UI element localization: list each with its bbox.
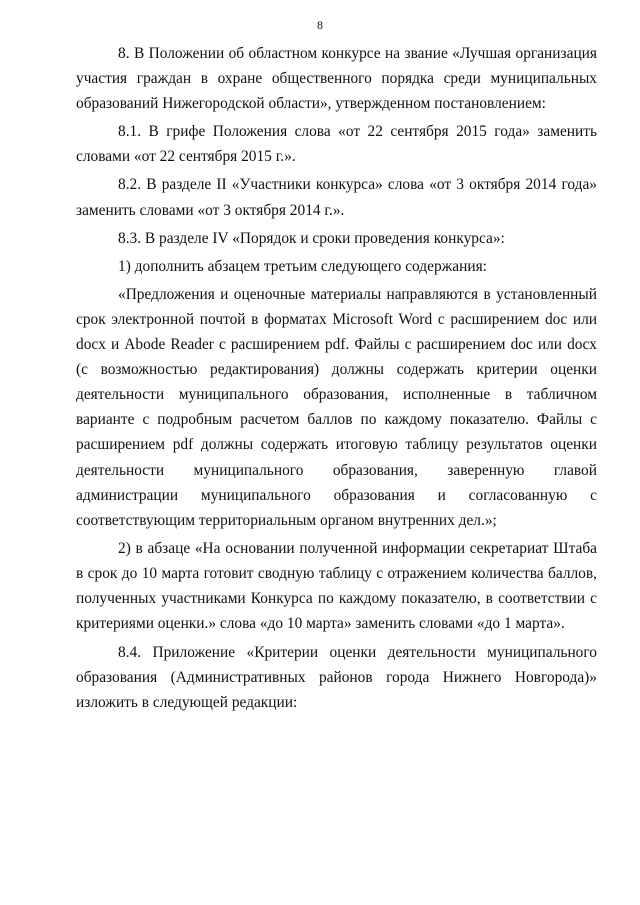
paragraph-8-3: 8.3. В разделе IV «Порядок и сроки проведения конкурса»: — [118, 229, 505, 247]
document-body — [76, 41, 597, 715]
paragraph-8-3-item-1: 1) дополнить абзацем третьим следующего содержания: — [118, 257, 487, 275]
page-number: 8 — [317, 18, 323, 32]
paragraph-8-2: 8.2. В разделе II «Участники конкурса» слова «от 3 октября 2014 года» заменить словами «от 3 октября 2014 г.». — [76, 176, 597, 219]
paragraph-8-1: 8.1. В грифе Положения слова «от 22 сентября 2015 года» заменить словами «от 22 сентября 2015 г.». — [76, 123, 597, 166]
paragraph-8-3-item-2: 2) в абзаце «На основании полученной информации секретариат Штаба в срок до 10 марта готовит сводную таблицу с отражением количества баллов, полученных участниками Конкурса по каждому показателю, в соответствии с критериями оценки.» слова «до 10 марта» заменить словами «до 1 марта». — [76, 539, 597, 633]
paragraph-quoted-addition: «Предложения и оценочные материалы направляются в установленный срок электронной почтой в форматах Microsoft Word с расширением doc или docx и Abode Reader с расширением pdf. Файлы с расширением doc или docx (с возможностью редактирования) должны содержать критерии оценки деятельности муниципального образования, исполненные в табличном варианте с подробным расчетом баллов по каждому показателю. Файлы с расширением pdf должны содержать итоговую таблицу результатов оценки деятельности муниципального образования, заверенную главой администрации муниципального образования и согласованную с соответствующим территориальным органом внутренних дел.»; — [76, 285, 597, 529]
paragraph-8-4: 8.4. Приложение «Критерии оценки деятельности муниципального образования (Административных районов города Нижнего Новгорода)» изложить в следующей редакции: — [76, 644, 597, 712]
paragraph-8: 8. В Положении об областном конкурсе на звание «Лучшая организация участия граждан в охране общественного порядка среди муниципальных образований Нижегородской области», утвержденном постановлением: — [76, 45, 597, 113]
